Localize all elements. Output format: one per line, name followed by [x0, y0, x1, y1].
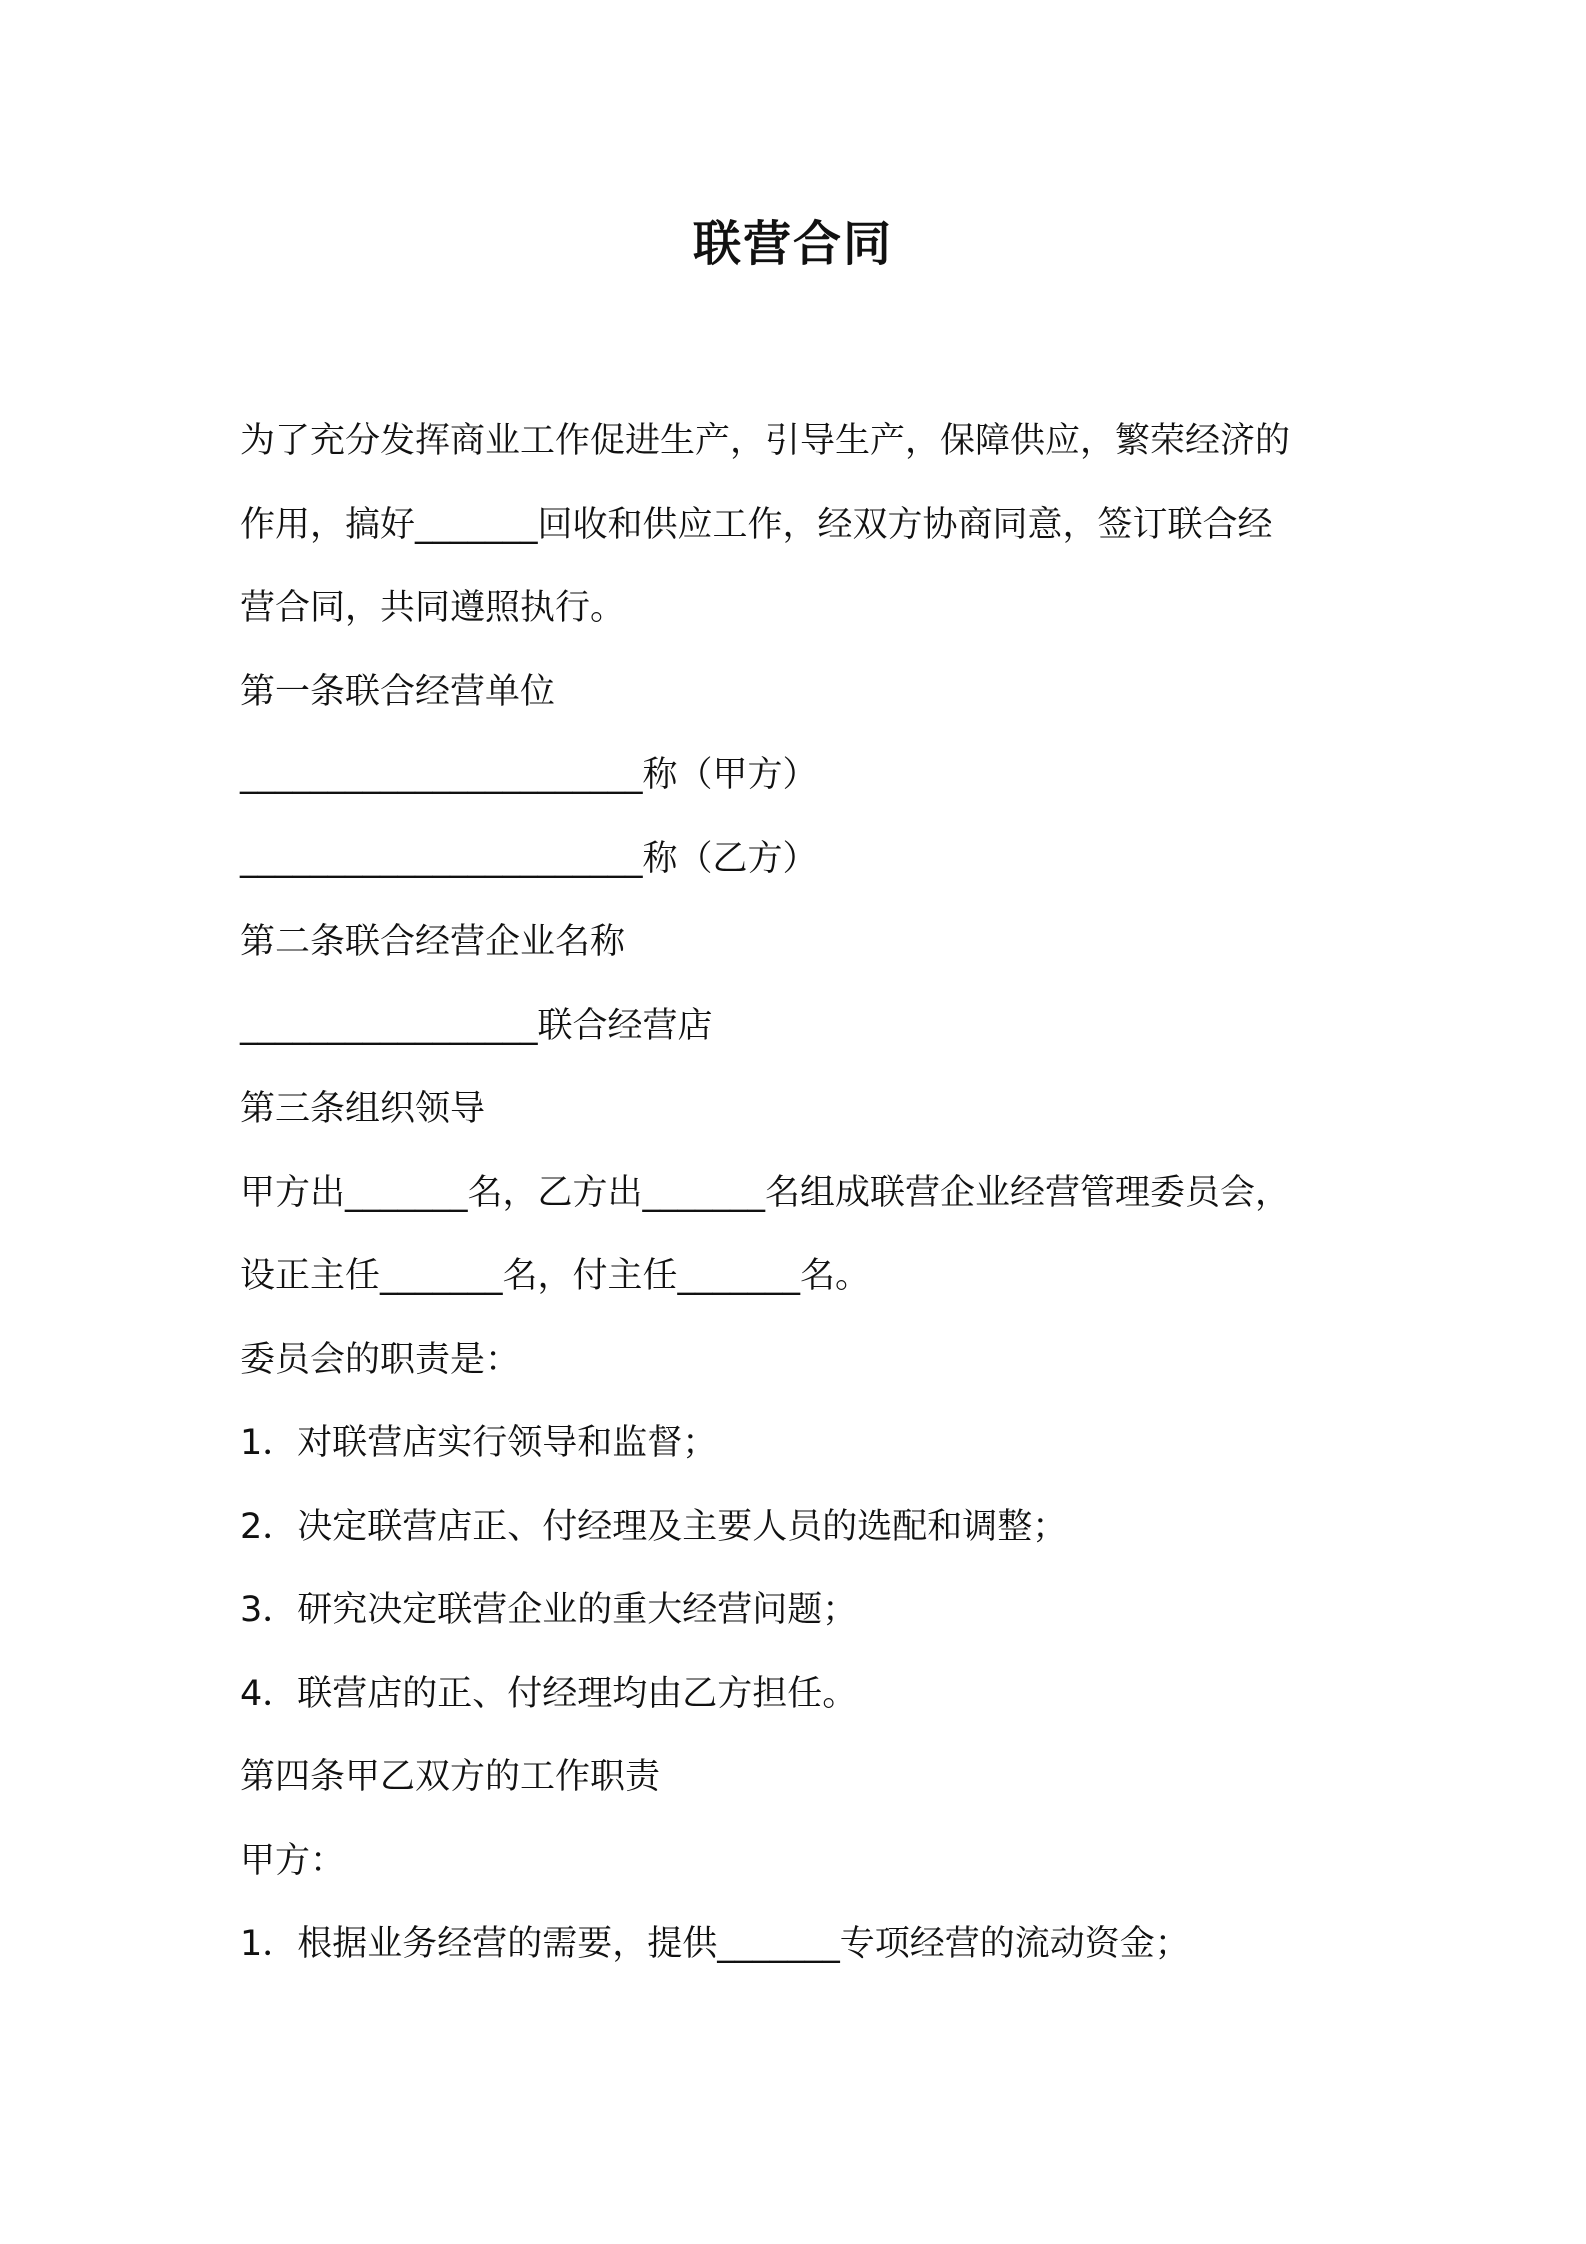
party-b-name-line: _______________________称（乙方） [240, 838, 818, 879]
party-a-name-line: _______________________称（甲方） [240, 755, 818, 795]
paragraph-line: 营合同，共同遵照执行。 [240, 588, 626, 628]
article-heading: 第四条甲乙双方的工作职责 [240, 1757, 661, 1797]
article-heading: 第二条联合经营企业名称 [240, 922, 626, 962]
paragraph-line: 为了充分发挥商业工作促进生产，引导生产，保障供应，繁荣经济的 [240, 421, 1291, 461]
article-heading: 第一条联合经营单位 [240, 671, 556, 712]
paragraph-line: 设正主任_______名，付主任_______名。 [240, 1256, 871, 1296]
list-item: 3．研究决定联营企业的重大经营问题； [240, 1590, 858, 1630]
article-heading: 第三条组织领导 [240, 1089, 486, 1129]
list-item: 4．联营店的正、付经理均由乙方担任。 [240, 1673, 858, 1714]
party-label: 甲方： [240, 1840, 346, 1881]
paragraph-line: 委员会的职责是： [240, 1339, 521, 1380]
list-item: 1．根据业务经营的需要，提供_______专项经营的流动资金； [240, 1924, 1190, 1964]
list-item: 1．对联营店实行领导和监督； [240, 1423, 718, 1463]
paragraph-line: 甲方出_______名，乙方出_______名组成联营企业经营管理委员会， [240, 1172, 1291, 1213]
enterprise-name-line: _________________联合经营店 [240, 1005, 713, 1046]
paragraph-line: 作用，搞好_______回收和供应工作，经双方协商同意，签订联合经 [240, 504, 1273, 545]
document-title: 联营合同 [692, 216, 893, 272]
list-item: 2．决定联营店正、付经理及主要人员的选配和调整； [240, 1506, 1068, 1547]
document-body [240, 400, 1370, 1987]
